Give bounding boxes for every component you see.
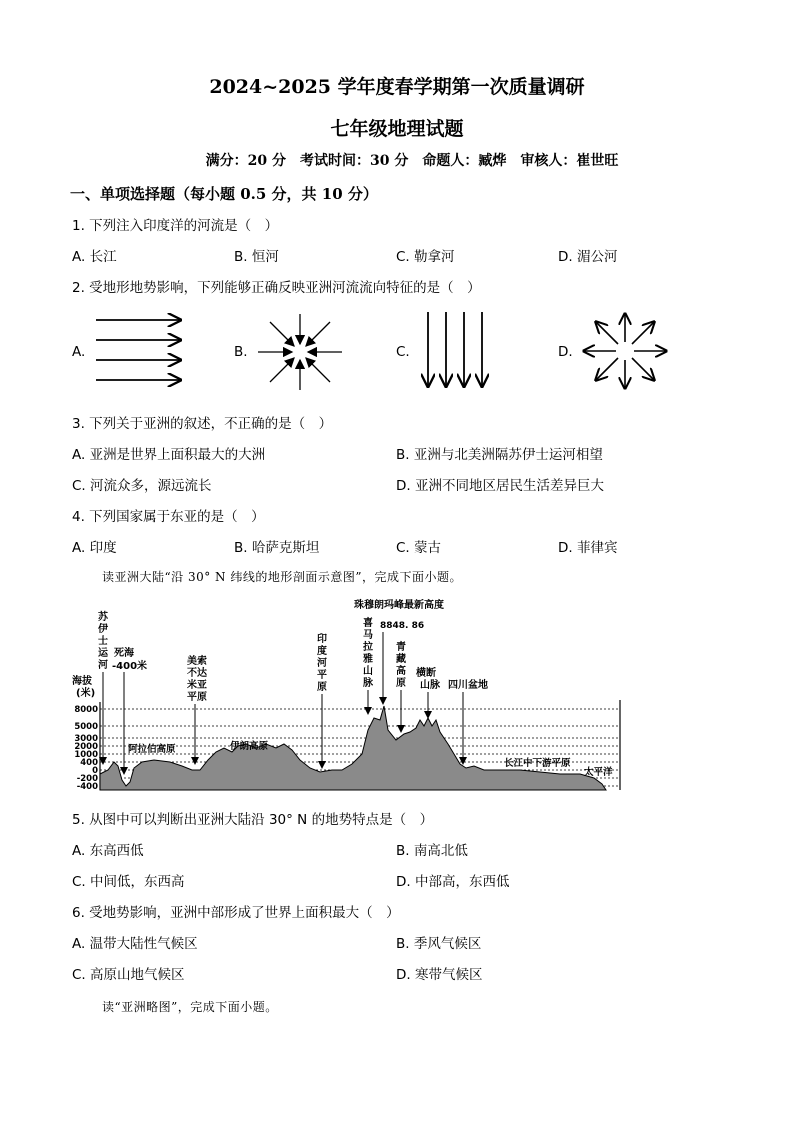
label-himalaya: 喜 bbox=[363, 618, 373, 629]
label-himalaya: 脉 bbox=[363, 678, 373, 689]
tick-label: 8000 bbox=[74, 705, 98, 715]
tick-label: -400 bbox=[76, 782, 98, 792]
y-axis-title: 海拔 bbox=[72, 676, 92, 687]
q2-option-b: B. bbox=[234, 344, 248, 360]
label-himalaya: 雅 bbox=[363, 654, 373, 665]
q6-option-b: B. 季风气候区 bbox=[396, 936, 482, 952]
q4-option-d: D. 菲律宾 bbox=[558, 540, 618, 556]
q3-option-c: C. 河流众多，源远流长 bbox=[72, 478, 212, 494]
label-indus: 印 bbox=[317, 634, 327, 645]
label-himalaya: 马 bbox=[363, 630, 373, 641]
label-mesopotamia: 不达 bbox=[187, 668, 207, 679]
section-heading: 一、单项选择题（每小题 0.5 分，共 10 分） bbox=[70, 185, 378, 203]
label-himalaya: 拉 bbox=[363, 642, 373, 653]
q5-option-c: C. 中间低，东西高 bbox=[72, 874, 185, 890]
label-tibet: 藏 bbox=[396, 654, 406, 665]
q6-option-c: C. 高原山地气候区 bbox=[72, 967, 185, 983]
label-pacific: 太平洋 bbox=[584, 767, 613, 778]
q2-option-c: C. bbox=[396, 344, 410, 360]
label-himalaya: 山 bbox=[363, 666, 373, 677]
q1-option-c: C. 勒拿河 bbox=[396, 249, 455, 265]
q5-option-b: B. 南高北低 bbox=[396, 843, 468, 859]
label-indus: 度 bbox=[317, 646, 327, 657]
tick-label: -200 bbox=[76, 774, 98, 784]
label-mesopotamia: 平原 bbox=[187, 692, 207, 703]
tick-label: 1000 bbox=[74, 750, 98, 760]
q2-stem: 2. 受地形地势影响，下列能够正确反映亚洲河流流向特征的是（ ） bbox=[72, 280, 481, 296]
tick-label: 5000 bbox=[74, 722, 98, 732]
q3-option-d: D. 亚洲不同地区居民生活差异巨大 bbox=[396, 478, 604, 494]
label-sichuan-basin: 四川盆地 bbox=[448, 680, 488, 691]
label-suez: 苏 bbox=[98, 612, 108, 623]
label-tibet: 青 bbox=[396, 642, 406, 653]
label-suez: 运 bbox=[98, 648, 108, 659]
label-indus: 河 bbox=[317, 658, 327, 669]
q2-option-a: A. bbox=[72, 344, 86, 360]
label-hengduan: 横断 bbox=[416, 668, 436, 679]
label-tibet: 高 bbox=[396, 666, 406, 677]
q6-option-a: A. 温带大陆性气候区 bbox=[72, 936, 198, 952]
tick-label: 2000 bbox=[74, 742, 98, 752]
label-tibet: 原 bbox=[396, 678, 406, 689]
exam-meta: 满分：20 分 考试时间：30 分 命题人：臧烨 审核人：崔世旺 bbox=[205, 153, 619, 169]
label-mesopotamia: 米亚 bbox=[187, 680, 207, 691]
q3-stem: 3. 下列关于亚洲的叙述，不正确的是（ ） bbox=[72, 416, 333, 432]
reading-note-profile: 读亚洲大陆“沿 30° N 纬线的地形剖面示意图”，完成下面小题。 bbox=[102, 570, 462, 584]
q5-option-d: D. 中部高，东西低 bbox=[396, 874, 510, 890]
label-indus: 平 bbox=[317, 670, 327, 681]
label-suez: 士 bbox=[98, 636, 108, 647]
label-arabian-plateau: 阿拉伯高原 bbox=[128, 744, 176, 755]
q4-stem: 4. 下列国家属于东亚的是（ ） bbox=[72, 509, 265, 525]
label-yangtze-plain: 长江中下游平原 bbox=[504, 758, 571, 769]
q1-option-a: A. 长江 bbox=[72, 249, 117, 265]
label-mesopotamia: 美索 bbox=[187, 656, 207, 667]
label-dead-sea: 死海 bbox=[114, 648, 134, 659]
tick-label: 400 bbox=[80, 758, 98, 768]
q2-option-d: D. bbox=[558, 344, 573, 360]
q4-option-a: A. 印度 bbox=[72, 540, 117, 556]
label-everest: 珠穆朗玛峰最新高度 bbox=[354, 600, 444, 611]
exam-title: 2024~2025 学年度春学期第一次质量调研 bbox=[209, 76, 585, 98]
diverging-arrows-icon bbox=[580, 310, 670, 392]
label-iranian-plateau: 伊朗高原 bbox=[230, 741, 269, 752]
converging-arrows-icon bbox=[256, 312, 344, 392]
tick-label: 0 bbox=[92, 766, 98, 776]
q1-stem: 1. 下列注入印度洋的河流是（ ） bbox=[72, 218, 279, 234]
q1-option-b: B. 恒河 bbox=[234, 249, 279, 265]
q6-stem: 6. 受地势影响，亚洲中部形成了世界上面积最大（ ） bbox=[72, 905, 400, 921]
terrain-silhouette bbox=[100, 706, 606, 790]
q6-option-d: D. 寒带气候区 bbox=[396, 967, 483, 983]
q4-option-c: C. 蒙古 bbox=[396, 540, 442, 556]
reading-note-map: 读“亚洲略图”，完成下面小题。 bbox=[102, 1000, 278, 1014]
label-indus: 原 bbox=[317, 682, 327, 693]
q3-option-b: B. 亚洲与北美洲隔苏伊士运河相望 bbox=[396, 447, 603, 463]
exam-subtitle: 七年级地理试题 bbox=[330, 118, 464, 140]
q5-stem: 5. 从图中可以判断出亚洲大陆沿 30° N 的地势特点是（ ） bbox=[72, 812, 434, 828]
tick-label: 3000 bbox=[74, 734, 98, 744]
label-dead-sea-depth: -400米 bbox=[112, 661, 148, 672]
label-everest-height: 8848. 86 bbox=[380, 621, 425, 631]
label-suez: 伊 bbox=[98, 624, 108, 635]
label-suez: 河 bbox=[98, 660, 108, 671]
parallel-arrows-east-icon bbox=[94, 310, 186, 392]
q1-option-d: D. 湄公河 bbox=[558, 249, 618, 265]
label-hengduan: 山脉 bbox=[420, 680, 440, 691]
parallel-arrows-south-icon bbox=[418, 310, 494, 392]
y-axis-unit: (米) bbox=[76, 688, 96, 699]
q5-option-a: A. 东高西低 bbox=[72, 843, 144, 859]
q3-option-a: A. 亚洲是世界上面积最大的大洲 bbox=[72, 447, 266, 463]
q4-option-b: B. 哈萨克斯坦 bbox=[234, 540, 320, 556]
terrain-profile-figure bbox=[70, 594, 630, 794]
